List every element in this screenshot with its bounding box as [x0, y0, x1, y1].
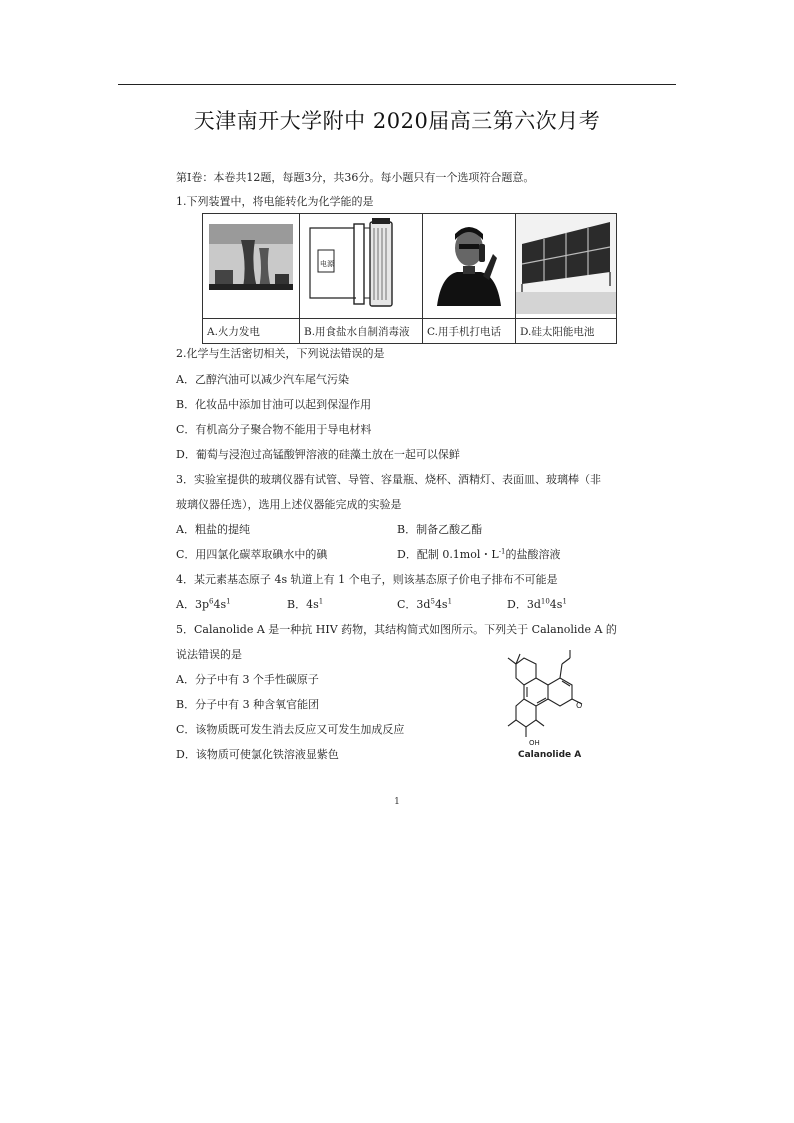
- electrolysis-diagram: [300, 214, 423, 319]
- q4-c-sup2: 1: [447, 597, 453, 606]
- question-4-option-c: [397, 598, 452, 612]
- question-3-stem-line-1: 3．实验室提供的玻璃仪器有试管、导管、容量瓶、烧杯、酒精灯、表面皿、玻璃棒（非: [176, 473, 601, 486]
- top-rule: [118, 84, 676, 85]
- question-3-option-b: B．制备乙酸乙酯: [397, 523, 483, 536]
- q4-d-term2: 4s: [549, 598, 563, 611]
- question-3-option-a: A．粗盐的提纯: [176, 523, 250, 536]
- question-1-option-b: B.用食盐水自制消毒液: [300, 319, 423, 344]
- question-4-option-a: [176, 598, 231, 612]
- electrolysis-circuit-image: [300, 214, 422, 314]
- q4-c-term2: 4s: [434, 598, 448, 611]
- question-1-option-c: C.用手机打电话: [423, 319, 516, 344]
- solar-panel-photo: [516, 214, 617, 319]
- q4-c-term1: C．3d: [397, 598, 431, 611]
- q4-b-term: B．4s: [287, 598, 319, 611]
- question-4-option-b: [287, 598, 323, 612]
- q4-d-term1: D．3d: [507, 598, 541, 611]
- question-3-stem-line-2: 玻璃仪器任选），选用上述仪器能完成的实验是: [176, 498, 402, 511]
- question-4-stem: 4．某元素基态原子 4s 轨道上有 1 个电子，则该基态原子价电子排布不可能是: [176, 573, 558, 586]
- carbonyl-oxygen-label: O: [576, 701, 583, 710]
- question-3-option-d-tail: 的盐酸溶液: [505, 548, 561, 561]
- question-5-stem-line-1: 5．Calanolide A 是一种抗 HIV 药物，其结构简式如图所示。下列关于 Calanolide A 的: [176, 623, 617, 636]
- question-1-option-d: D.硅太阳能电池: [516, 319, 617, 344]
- question-4-option-d: [507, 598, 567, 612]
- power-plant-image: [203, 214, 299, 314]
- question-3-option-c: C．用四氯化碳萃取碘水中的碘: [176, 548, 328, 561]
- question-2-option-d: D．葡萄与浸泡过高锰酸钾溶液的硅藻土放在一起可以保鲜: [176, 448, 460, 461]
- question-5-option-a: A．分子中有 3 个手性碳原子: [176, 673, 319, 686]
- question-5-stem-line-2: 说法错误的是: [176, 648, 242, 661]
- battery-label: 电源: [320, 260, 334, 268]
- calanolide-structure-diagram: [496, 648, 626, 748]
- q4-d-sup1: 10: [540, 597, 550, 606]
- power-plant-photo: [203, 214, 300, 319]
- phone-call-photo: [423, 214, 516, 319]
- question-3-option-d-text: D．配制 0.1mol・L: [397, 548, 499, 561]
- question-3-option-d: [397, 548, 561, 562]
- hydroxyl-label: OH: [529, 739, 540, 747]
- page-title: 天津南开大学附中 2020届高三第六次月考: [193, 109, 601, 133]
- question-2-option-c: C．有机高分子聚合物不能用于导电材料: [176, 423, 372, 436]
- q4-a-term2: 4s: [213, 598, 227, 611]
- q4-b-sup: 1: [318, 597, 324, 606]
- question-5-option-d: D．该物质可使氯化铁溶液显紫色: [176, 748, 339, 761]
- question-3-option-d-exponent: -1: [498, 547, 506, 556]
- structure-caption: Calanolide A: [518, 750, 582, 760]
- question-1-table: [202, 213, 617, 344]
- question-5-option-b: B．分子中有 3 种含氧官能团: [176, 698, 320, 711]
- phone-call-image: [423, 214, 515, 314]
- q4-a-sup2: 1: [226, 597, 231, 606]
- page-number: 1: [394, 797, 400, 807]
- q4-a-sup1: 6: [208, 597, 214, 606]
- question-1-stem: 1.下列装置中，将电能转化为化学能的是: [176, 195, 374, 208]
- question-5-option-c: C．该物质既可发生消去反应又可发生加成反应: [176, 723, 405, 736]
- q4-a-term1: A．3p: [176, 598, 209, 611]
- solar-panel-image: [516, 214, 616, 314]
- q4-d-sup2: 1: [562, 597, 567, 606]
- question-2-option-a: A．乙醇汽油可以减少汽车尾气污染: [176, 373, 349, 386]
- section-intro: 第Ⅰ卷：本卷共12题，每题3分，共36分。每小题只有一个选项符合题意。: [176, 171, 535, 184]
- question-2-option-b: B．化妆品中添加甘油可以起到保湿作用: [176, 398, 372, 411]
- question-2-stem: 2.化学与生活密切相关，下列说法错误的是: [176, 347, 385, 360]
- question-1-option-a: A.火力发电: [203, 319, 300, 344]
- q4-c-sup1: 5: [430, 597, 435, 606]
